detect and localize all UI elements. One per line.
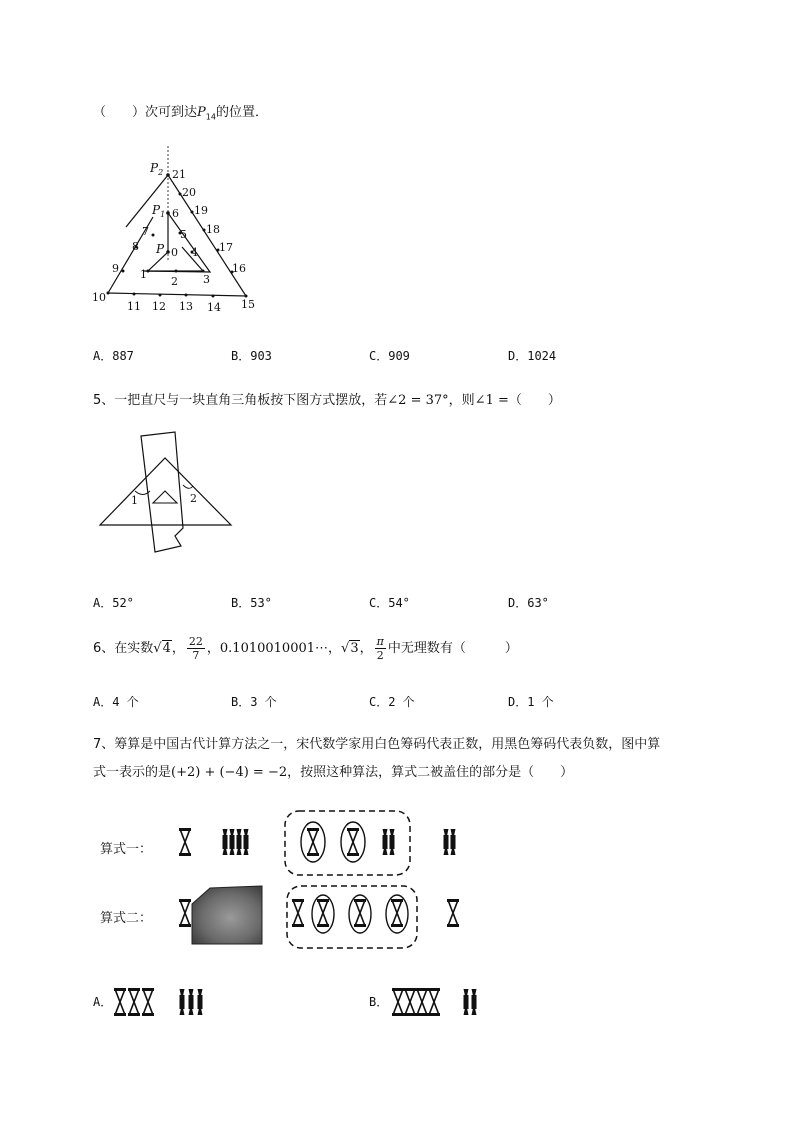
q7-line2-prefix: 式一表示的是 <box>93 765 172 780</box>
angle1-label: 1 <box>131 494 138 507</box>
label-p0: P <box>156 242 165 256</box>
q6-fraction-pi-2: $\frac{\pi}{2}$ <box>376 635 384 662</box>
angle2-label: 2 <box>190 492 197 505</box>
q5-stem-prefix: 5、一把直尺与一块直角三角板按下图方式摆放，若 <box>93 393 388 408</box>
q4-stem <box>93 101 268 122</box>
q7-line1: 7、筹算是中国古代计算方法之一，宋代数学家用白色筹码代表正数，用黑色筹码代表负数，图中算 <box>93 737 661 752</box>
label-n20: 20 <box>182 186 196 199</box>
q6-option-c[interactable]: C．2 个 <box>369 695 415 709</box>
formula2-label: 算式二： <box>100 911 153 926</box>
label-n16: 16 <box>232 262 246 275</box>
top-left-tail <box>126 175 168 227</box>
q6-option-d[interactable]: D．1 个 <box>508 695 554 709</box>
q7-option-a-rods[interactable] <box>112 985 222 1019</box>
label-n7: 7 <box>142 225 149 238</box>
q4-stem-suffix: 的位置． <box>215 105 268 120</box>
q5-stem <box>93 389 561 408</box>
q6-decimal: 0.1010010001⋯ <box>219 641 329 656</box>
q4-option-c[interactable]: C．909 <box>369 349 410 363</box>
label-n10: 10 <box>92 291 106 304</box>
q6-sqrt4: √4 <box>153 641 171 656</box>
label-n9: 9 <box>112 262 119 275</box>
q5-ruler-triangle-figure <box>95 428 237 563</box>
q7-option-b-rods[interactable] <box>388 985 498 1019</box>
q6-stem-suffix: 中无理数有（ ） <box>387 641 518 656</box>
covered-blot <box>192 886 262 944</box>
q5-stem-mid: ，则 <box>448 393 475 408</box>
q6-option-b[interactable]: B．3 个 <box>231 695 277 709</box>
label-n21: 21 <box>172 168 186 181</box>
rod-result-minus2 <box>444 829 456 855</box>
label-n4: 4 <box>191 246 198 259</box>
label-n17: 17 <box>219 241 233 254</box>
q4-option-a[interactable]: A．887 <box>93 349 134 363</box>
rod-f2-box-first <box>292 899 304 927</box>
q5-option-d[interactable]: D．63° <box>508 596 549 610</box>
label-n0: 0 <box>171 246 178 259</box>
label-n8: 8 <box>132 240 139 253</box>
q6-stem: 6、在实数√4， $\frac{22}{7}$ ，0.1010010001⋯，√3， $\frac{\pi}{2}$ 中无理数有（ ） <box>93 635 518 662</box>
label-n1: 1 <box>140 268 147 281</box>
q4-p-var: P <box>197 105 206 120</box>
label-p1: $P_1$ <box>152 203 166 219</box>
q7-expression: (+2) + (−4) = −2 <box>171 765 288 780</box>
q6-fraction-22-7: $\frac{22}{7}$ <box>188 635 203 662</box>
label-n5: 5 <box>180 228 187 241</box>
rod-f2-first <box>179 899 191 927</box>
ruler <box>141 432 183 552</box>
label-n13: 13 <box>179 300 193 313</box>
formula1-label: 算式一： <box>100 842 153 857</box>
label-n11: 11 <box>127 300 141 313</box>
q4-triangle-figure <box>88 140 268 315</box>
rod-f2-result <box>447 899 459 927</box>
q4-p-sub: 14 <box>205 112 216 122</box>
formula2-rods <box>170 878 470 956</box>
q7-option-b-label[interactable]: B． <box>369 995 389 1009</box>
label-p2: $P_2$ <box>150 161 164 177</box>
label-n14: 14 <box>207 301 221 314</box>
rod-minus4 <box>223 829 249 855</box>
rod-minus2-inbox <box>383 829 395 855</box>
q5-stem-suffix: （ ） <box>508 393 561 408</box>
middle-path <box>143 213 210 272</box>
q5-option-a[interactable]: A．52° <box>93 596 134 610</box>
label-n18: 18 <box>206 223 220 236</box>
label-n2: 2 <box>171 275 178 288</box>
q5-option-c[interactable]: C．54° <box>369 596 410 610</box>
q5-angle2: ∠2 = 37° <box>387 393 449 408</box>
q6-stem-prefix: 6、在实数 <box>93 641 154 656</box>
rod-plus2 <box>179 828 191 856</box>
label-n6: 6 <box>172 207 179 220</box>
q7-line2 <box>93 761 573 780</box>
q4-option-b[interactable]: B．903 <box>231 349 272 363</box>
q6-sqrt3: √3 <box>341 641 359 656</box>
label-n3: 3 <box>203 273 210 286</box>
label-n12: 12 <box>152 300 166 313</box>
q4-option-d[interactable]: D．1024 <box>508 349 557 363</box>
q7-option-a-label[interactable]: A． <box>93 995 113 1009</box>
q6-option-a[interactable]: A．4 个 <box>93 695 139 709</box>
q7-line2-suffix: ，按照这种算法，算式二被盖住的部分是（ ） <box>287 765 574 780</box>
q4-stem-prefix: （ ）次可到达 <box>93 105 198 120</box>
formula1-rods <box>170 805 470 883</box>
q5-option-b[interactable]: B．53° <box>231 596 272 610</box>
q5-angle1: ∠1 = <box>474 393 509 408</box>
label-n15: 15 <box>241 298 255 311</box>
label-n19: 19 <box>194 204 208 217</box>
